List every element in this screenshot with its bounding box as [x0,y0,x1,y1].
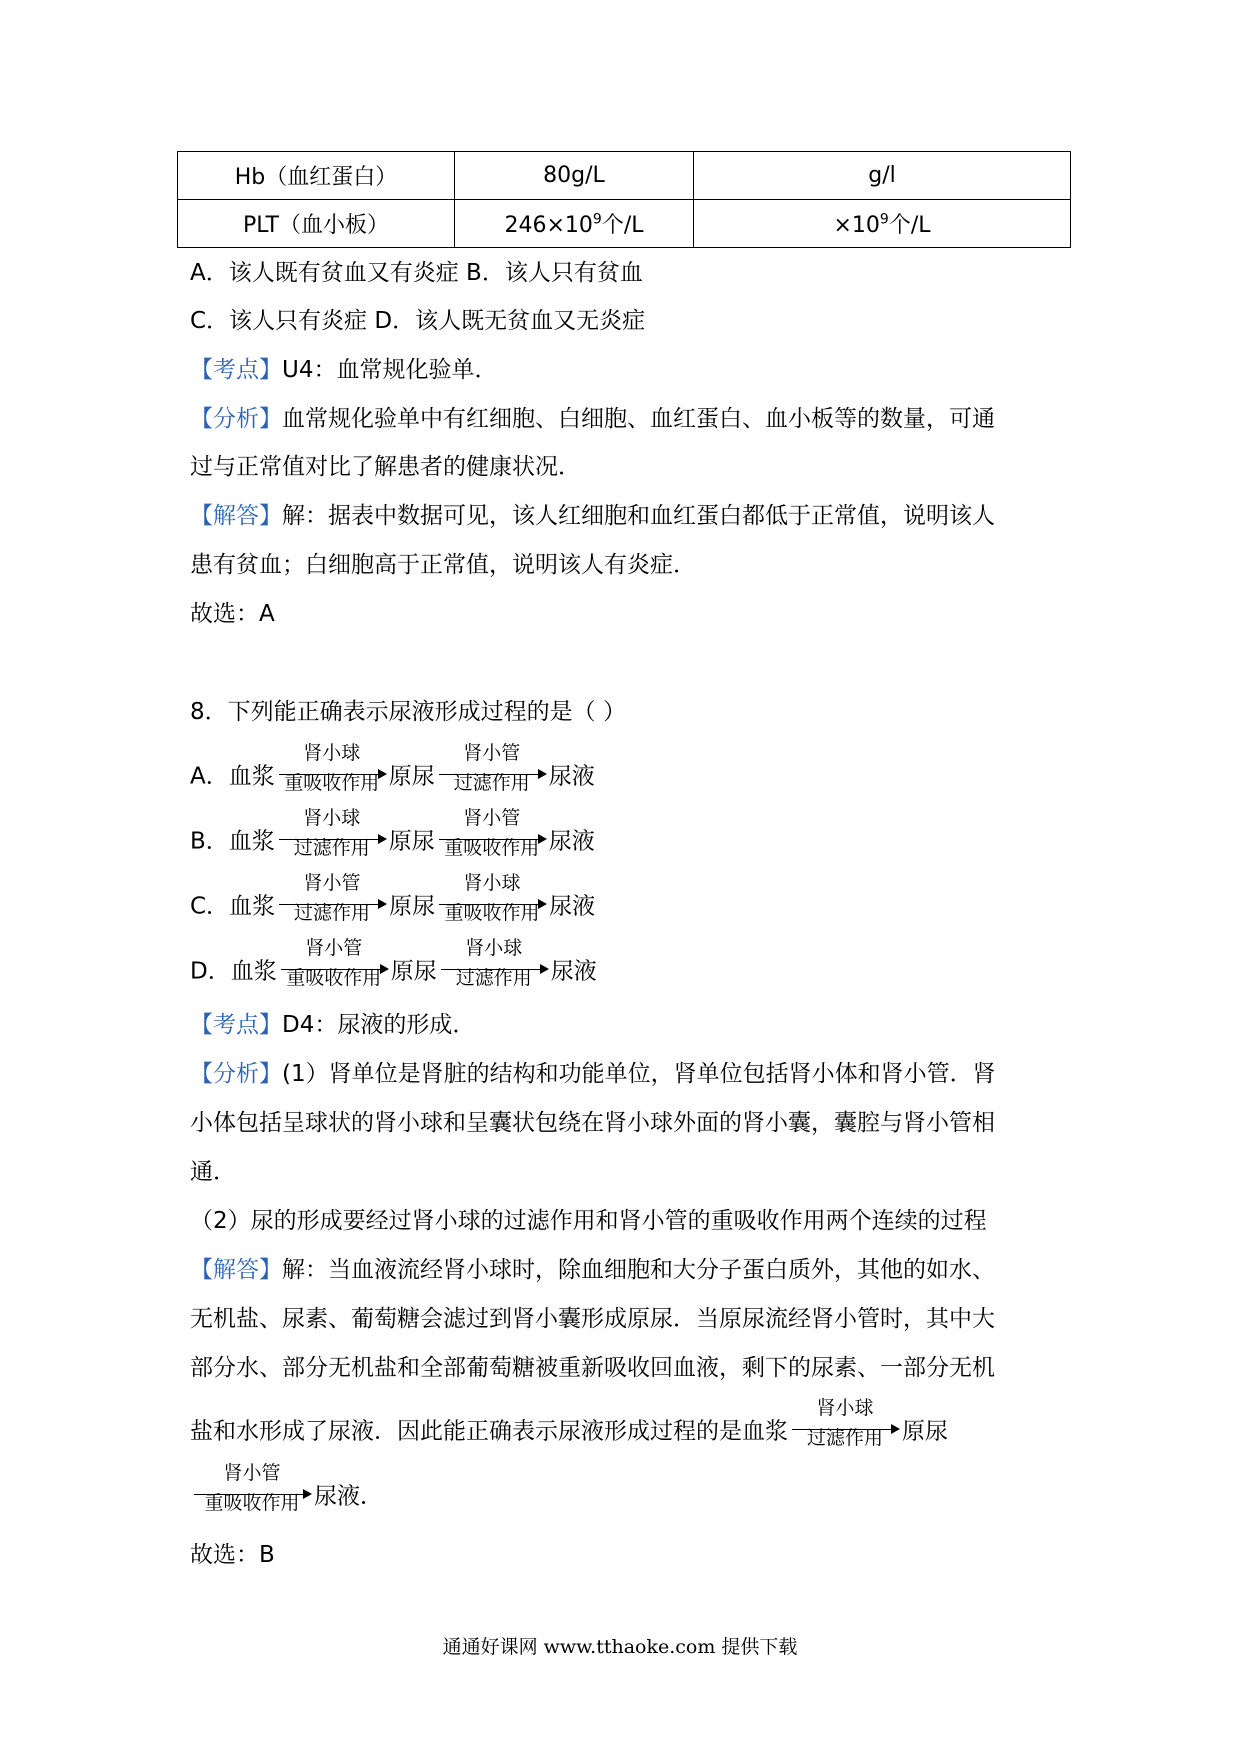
kaodian-tag: 【考点】 [190,357,282,383]
normal-exponent: 9 [879,211,889,228]
kaodian-text: U4：血常规化验单． [282,357,498,383]
arrow-icon [277,807,387,862]
option-label: B． [190,828,229,855]
arrow-top-label: 肾小球 [816,1397,874,1419]
q7-options-cd: C．该人只有炎症 D．该人既无贫血又无炎症 [190,308,646,334]
option-mid: 原尿 [390,958,437,985]
q8-fenxi [190,1059,996,1089]
option-end: 尿液 [549,893,596,920]
jieda-text: 解：据表中数据可见，该人红细胞和血红蛋白都低于正常值，说明该人 [282,503,995,529]
option-label: C． [190,893,230,920]
q8-answer: 故选：B [190,1542,275,1568]
measured-post: 个/L [601,213,644,238]
arrow-bottom-label: 重吸收作用 [284,772,380,794]
q8-jieda-cont [190,1462,383,1517]
arrow-top-label: 肾小管 [305,937,363,959]
option-mid: 原尿 [388,763,435,790]
kaodian-text: D4：尿液的形成． [282,1012,476,1038]
table-cell-normal: g/l [694,152,1071,200]
arrow-icon [437,807,547,862]
arrow-icon [790,1397,900,1452]
arrow-bottom-label: 过滤作用 [453,772,530,794]
fenxi-tag: 【分析】 [190,1061,282,1087]
q8-jieda-cont: 无机盐、尿素、葡萄糖会滤过到肾小囊形成原尿．当原尿流经肾小管时，其中大 [190,1306,995,1332]
page-footer: 通通好课网 www.tthaoke.com 提供下载 [442,1636,798,1658]
table-cell-normal [694,200,1071,248]
option-start: 血浆 [229,893,276,920]
fenxi-text: (1）肾单位是肾脏的结构和功能单位，肾单位包括肾小体和肾小管．肾 [282,1061,996,1087]
arrow-bottom-label: 过滤作用 [293,837,370,859]
arrow-bottom-label: 过滤作用 [294,902,371,924]
arrow-top-label: 肾小球 [465,937,523,959]
option-start: 血浆 [230,958,277,985]
measured-pre: 246×10 [504,213,593,238]
arrow-icon [192,1462,312,1517]
arrow-icon [437,742,547,797]
q8-option-c [190,872,596,927]
arrow-top-label: 肾小球 [463,872,521,894]
q7-options-ab: A．该人既有贫血又有炎症 B．该人只有贫血 [190,260,643,286]
arrow-bottom-label: 重吸收作用 [444,837,540,859]
jieda-tag: 【解答】 [190,1257,282,1283]
q7-jieda-cont: 患有贫血；白细胞高于正常值，说明该人有炎症． [190,552,696,578]
q8-fenxi-cont: （2）尿的形成要经过肾小球的过滤作用和肾小管的重吸收作用两个连续的过程 [190,1208,987,1234]
q7-fenxi-cont: 过与正常值对比了解患者的健康状况． [190,454,581,480]
arrow-top-label: 肾小管 [223,1462,281,1484]
kaodian-tag: 【考点】 [190,1012,282,1038]
blood-test-table [177,151,1071,248]
normal-pre: ×10 [833,213,880,238]
q7-jieda [190,501,995,531]
q8-fenxi-cont: 小体包括呈球状的肾小球和呈囊状包绕在肾小球外面的肾小囊，囊腔与肾小管相 [190,1110,995,1136]
q8-option-a [190,742,595,797]
jieda-mid: 原尿 [902,1418,948,1445]
q8-jieda-cont [190,1397,948,1452]
table-cell-measured: 80g/L [455,152,694,200]
option-end: 尿液 [548,828,595,855]
q7-kaodian [190,355,497,385]
arrow-icon [277,872,387,927]
arrow-top-label: 肾小球 [303,807,361,829]
arrow-icon [277,742,387,797]
arrow-bottom-label: 重吸收作用 [286,967,382,989]
arrow-bottom-label: 过滤作用 [455,967,532,989]
arrow-icon [439,937,549,992]
arrow-top-label: 肾小管 [303,872,361,894]
jieda-tag: 【解答】 [190,503,282,529]
jieda-text: 解：当血液流经肾小球时，除血细胞和大分子蛋白质外，其他的如水、 [282,1257,995,1283]
q7-answer: 故选：A [190,601,275,627]
table-row [178,152,1071,200]
arrow-top-label: 肾小管 [463,807,521,829]
option-label: A． [190,763,229,790]
q8-option-d [190,937,597,992]
table-cell-item: Hb（血红蛋白） [178,152,455,200]
q8-kaodian [190,1010,475,1040]
fenxi-tag: 【分析】 [190,406,282,432]
option-end: 尿液 [548,763,595,790]
option-start: 血浆 [228,763,275,790]
option-label: D． [190,958,231,985]
q8-fenxi-cont: 通． [190,1159,236,1185]
q7-fenxi [190,404,995,434]
option-end: 尿液 [550,958,597,985]
fenxi-text: 血常规化验单中有红细胞、白细胞、血红蛋白、血小板等的数量，可通 [282,406,995,432]
arrow-bottom-label: 重吸收作用 [204,1492,300,1514]
arrow-icon [279,937,389,992]
option-start: 血浆 [228,828,275,855]
arrow-bottom-label: 过滤作用 [806,1427,883,1449]
table-cell-item: PLT（血小板） [178,200,455,248]
measured-exponent: 9 [592,211,602,228]
table-cell-measured [455,200,694,248]
jieda-end: 尿液． [314,1483,383,1510]
q8-option-b [190,807,595,862]
normal-post: 个/L [888,213,931,238]
q8-jieda [190,1255,995,1285]
arrow-bottom-label: 重吸收作用 [444,902,540,924]
arrow-top-label: 肾小球 [303,742,361,764]
q8-stem: 8．下列能正确表示尿液形成过程的是（ ） [190,699,626,725]
option-mid: 原尿 [388,828,435,855]
q8-jieda-cont: 部分水、部分无机盐和全部葡萄糖被重新吸收回血液，剩下的尿素、一部分无机 [190,1355,995,1381]
table-row [178,200,1071,248]
arrow-top-label: 肾小管 [463,742,521,764]
arrow-icon [437,872,547,927]
jieda-line-text: 盐和水形成了尿液．因此能正确表示尿液形成过程的是血浆 [190,1418,788,1445]
option-mid: 原尿 [389,893,436,920]
